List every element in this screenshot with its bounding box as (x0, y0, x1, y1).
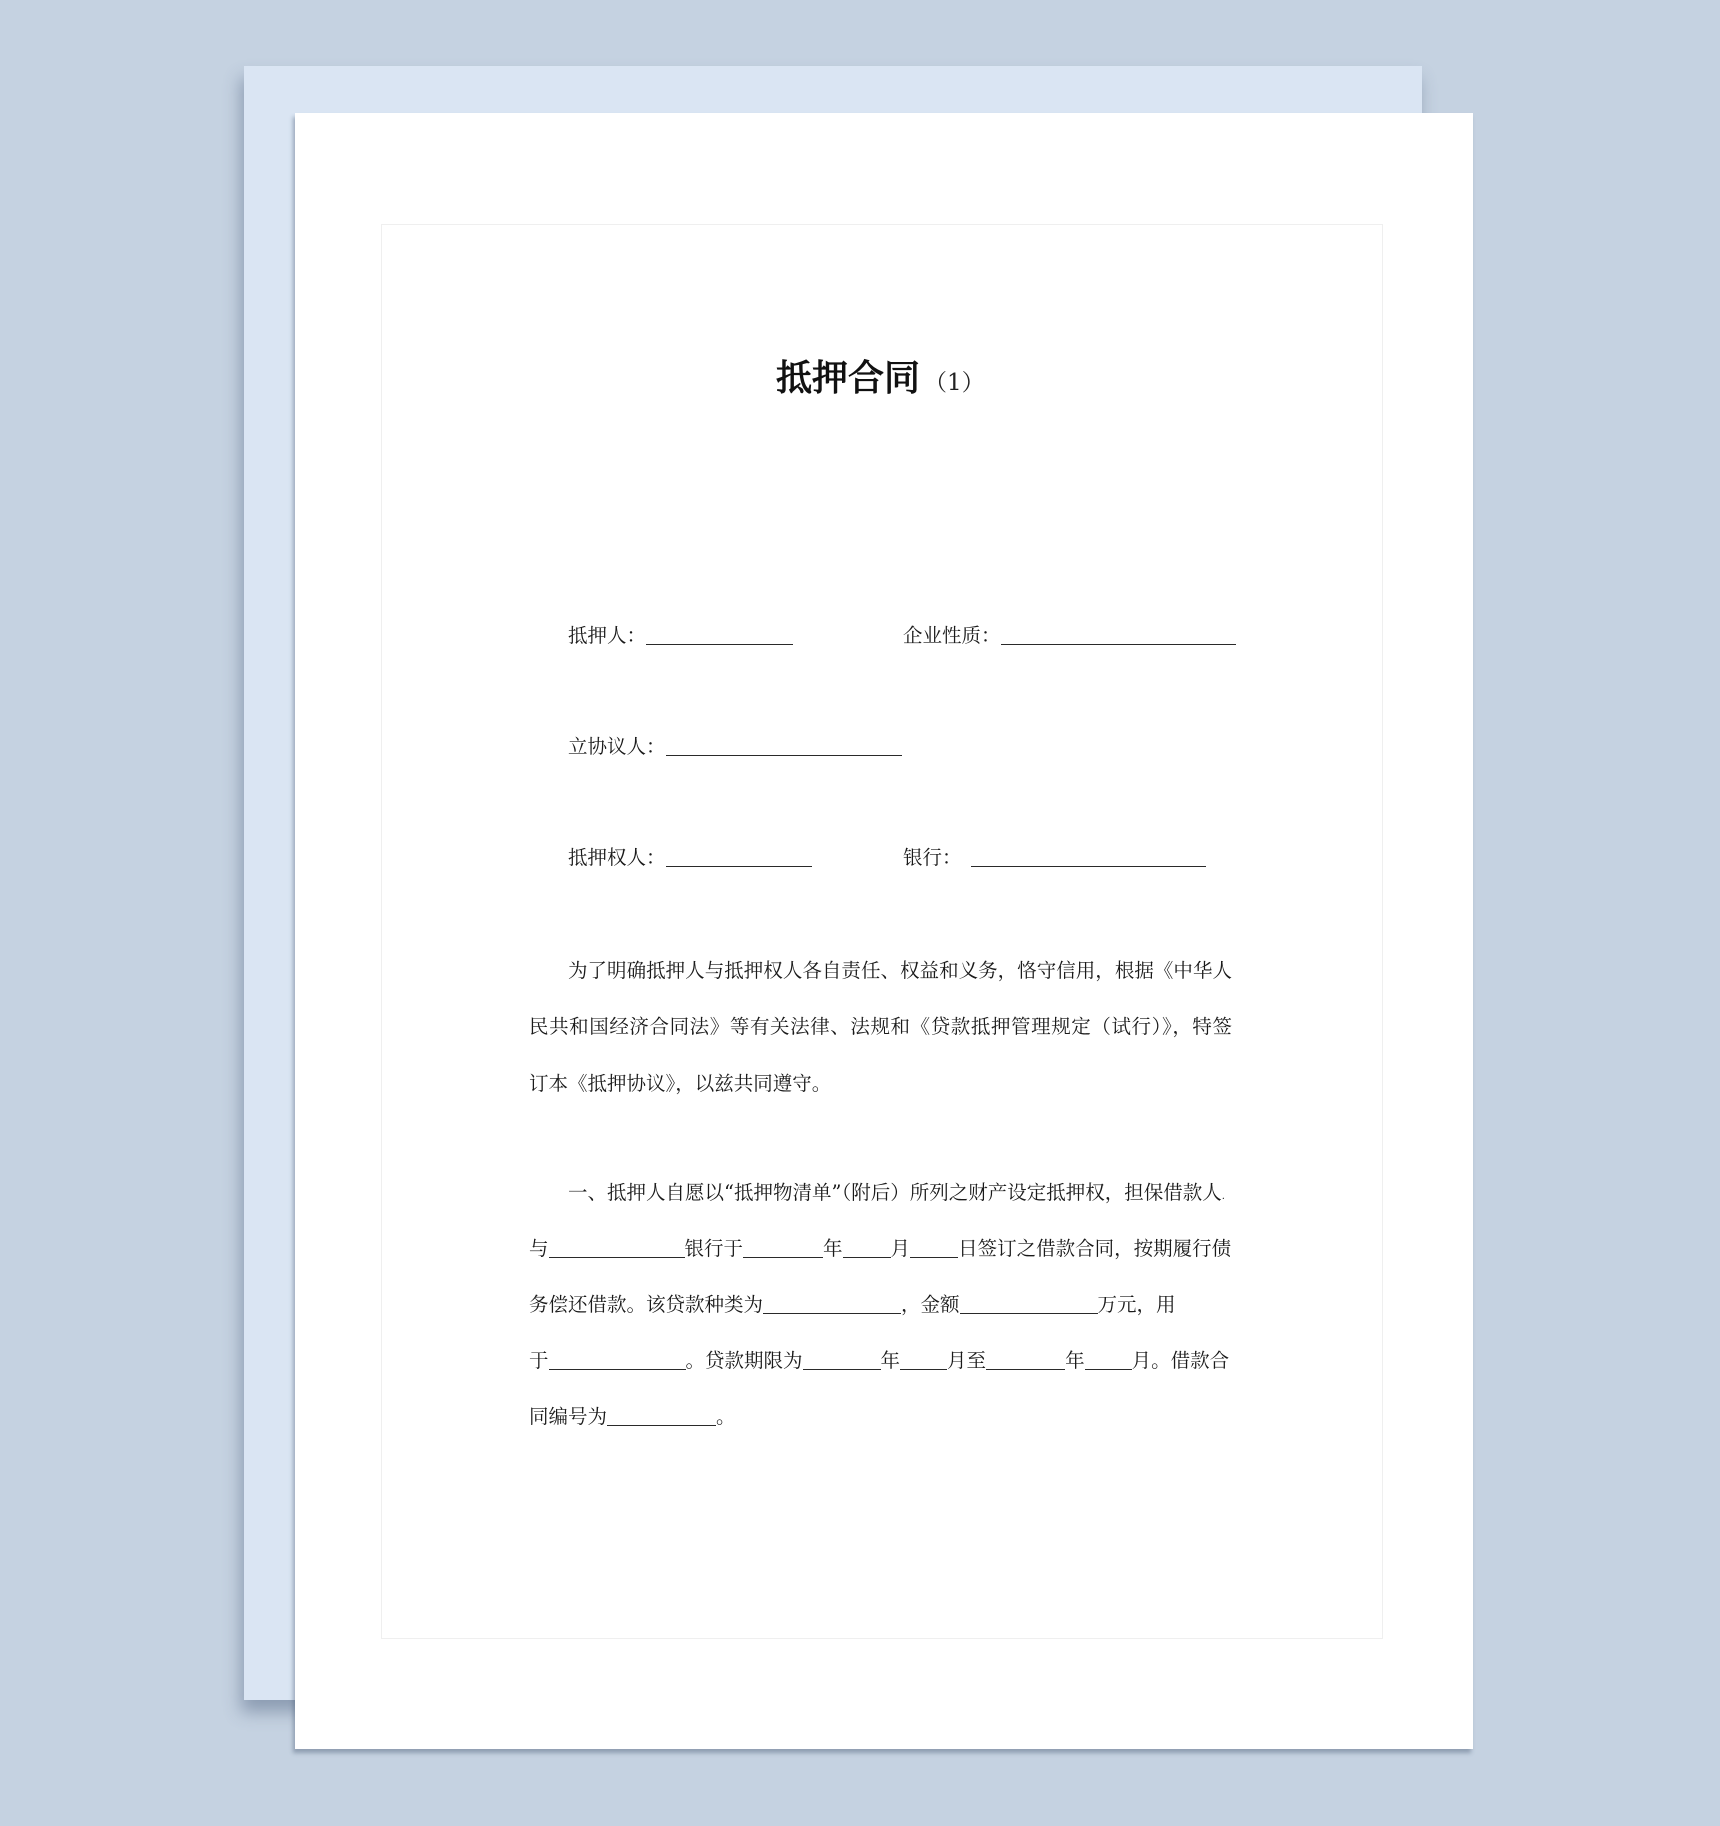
preamble-line (529, 1070, 831, 1098)
document-title (776, 357, 985, 401)
sign-year-blank (743, 1239, 823, 1258)
clause-1-text: 银行于 (684, 1237, 744, 1260)
title-text: 抵押合同 (776, 358, 921, 399)
enterprise-nature-blank (1001, 626, 1236, 645)
bank-blank (971, 848, 1206, 867)
contract-number-blank (607, 1407, 716, 1426)
title-number: （1） (924, 370, 985, 396)
loan-type-blank (763, 1295, 901, 1314)
preamble-line: 民共和国经济合同法》等有关法律、法规和《贷款抵押管理规定（试行）》，特签 (529, 1015, 1232, 1038)
clause-1-text: 一、抵押人自愿以“抵押物清单”（附后）所列之财产设定抵押权，担保借款人 (568, 1181, 1222, 1204)
clause-1-line (568, 1179, 1225, 1207)
mortgagor-field (568, 622, 793, 650)
mortgagee-field (568, 844, 812, 872)
clause-1-line (529, 1235, 1231, 1263)
clause-1-text: 。贷款期限为 (685, 1349, 803, 1372)
clause-1-line (529, 1347, 1229, 1375)
loan-purpose-blank (549, 1351, 686, 1370)
sign-month-blank (843, 1239, 891, 1258)
bank-field (903, 844, 1206, 872)
clause-1-text: 年 (823, 1237, 843, 1260)
agreement-party-label: 立协议人： (568, 735, 666, 758)
clause-1-text: 同编号为 (529, 1405, 608, 1428)
term-start-year-blank (803, 1351, 881, 1370)
clause-1-text: 年 (1065, 1349, 1085, 1372)
term-end-year-blank (986, 1351, 1065, 1370)
clause-1-text: 月至 (947, 1349, 987, 1372)
clause-1-text: 月。借款合 (1131, 1349, 1230, 1372)
enterprise-nature-label: 企业性质： (903, 624, 1001, 647)
agreement-party-blank (666, 737, 902, 756)
mortgagor-blank (646, 626, 793, 645)
borrower-blank (549, 1239, 685, 1258)
clause-1-text: 万元，用 (1097, 1293, 1176, 1316)
term-end-month-blank (1085, 1351, 1132, 1370)
mortgagor-label: 抵押人： (568, 624, 647, 647)
clause-1-text: ，金额 (901, 1293, 960, 1316)
mortgagee-label: 抵押权人： (568, 846, 666, 869)
clause-1-text: 月 (890, 1237, 911, 1260)
clause-1-line (529, 1403, 736, 1431)
clause-1-text: 务偿还借款。该贷款种类为 (529, 1293, 764, 1316)
clause-1-text: 。 (716, 1405, 736, 1428)
term-start-month-blank (900, 1351, 947, 1370)
loan-amount-blank (960, 1295, 1098, 1314)
front-page-sheet (295, 113, 1473, 1749)
bank-label: 银行： (903, 846, 962, 869)
preamble-line-text: 订本《抵押协议》，以兹共同遵守。 (529, 1072, 832, 1095)
sign-day-blank (910, 1239, 958, 1258)
clause-1-text: 于 (529, 1349, 549, 1372)
clause-1-line (529, 1291, 1176, 1319)
clause-1-text: 年 (880, 1349, 901, 1372)
enterprise-nature-field (903, 622, 1236, 650)
agreement-party-field (568, 733, 902, 761)
clause-1-text: 日签订之借款合同，按期履行债 (958, 1237, 1232, 1260)
clause-1-text: 与 (529, 1237, 549, 1260)
mortgagee-blank (666, 848, 812, 867)
preamble-line: 为了明确抵押人与抵押权人各自责任、权益和义务，恪守信用，根据《中华人 (568, 959, 1232, 982)
clause-1-trailing-mark: . (1221, 1191, 1225, 1202)
